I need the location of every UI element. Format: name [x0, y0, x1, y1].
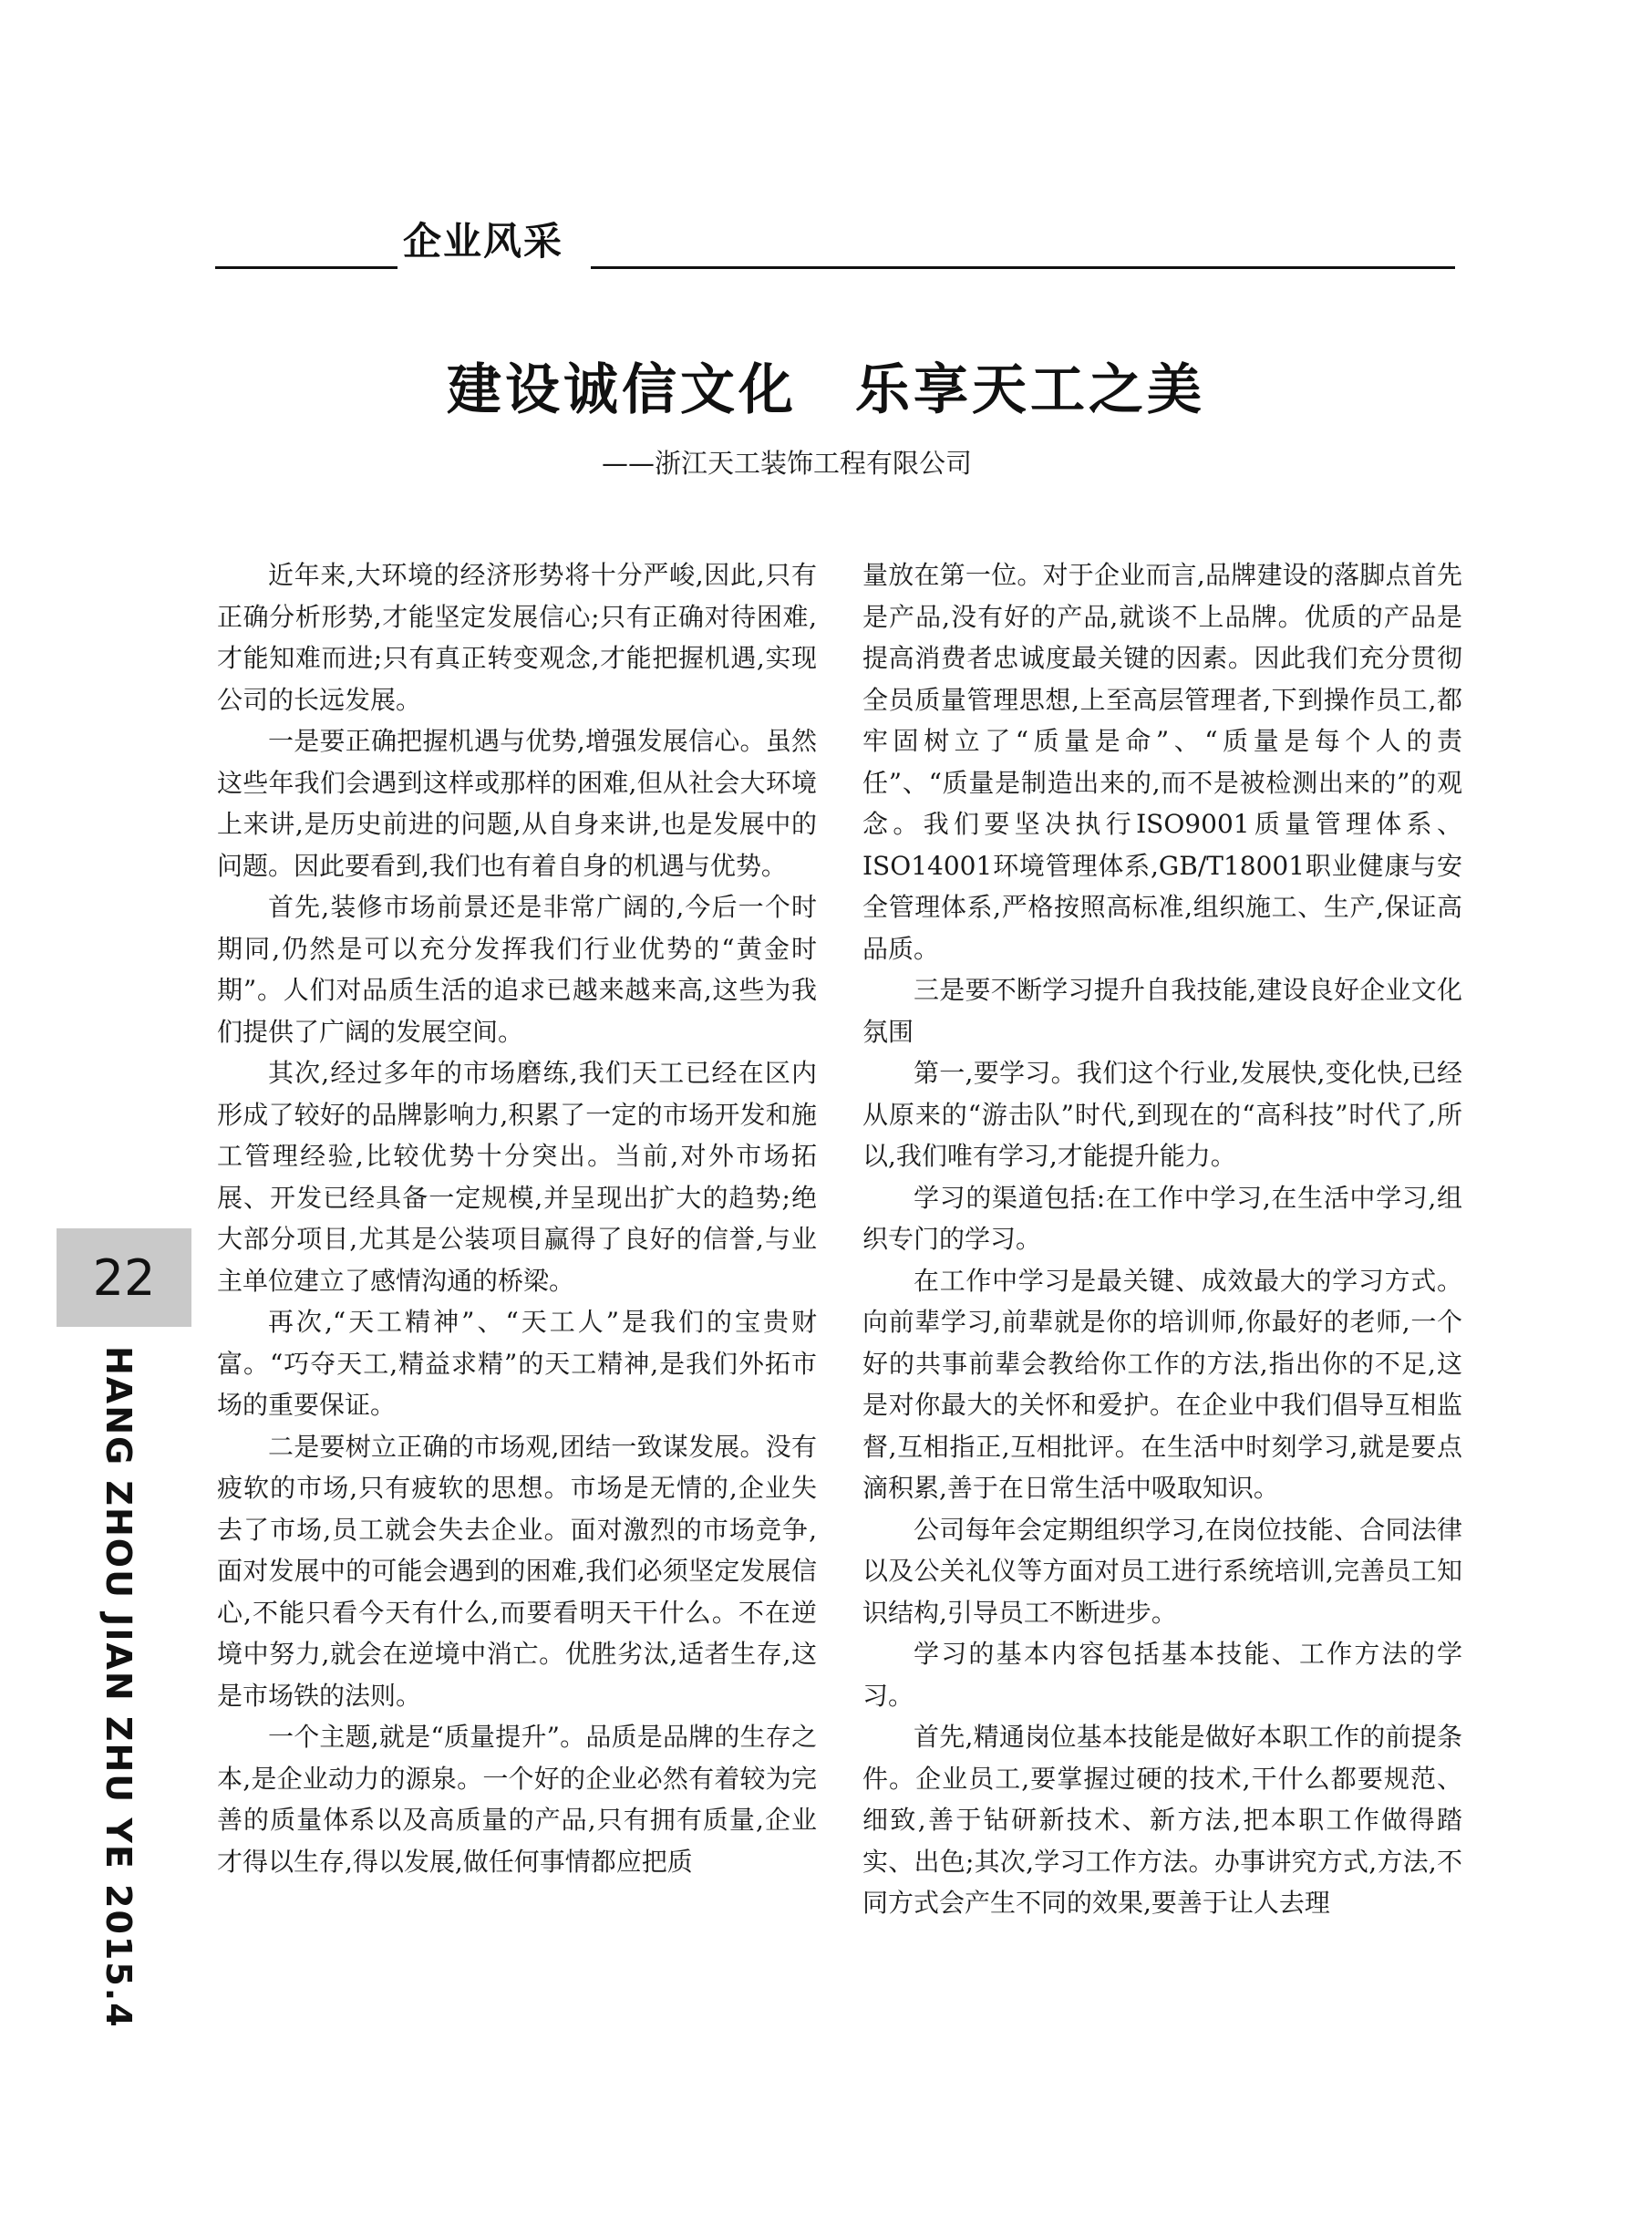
- left-column: [217, 554, 817, 1882]
- paragraph: 第一,要学习。我们这个行业,发展快,变化快,已经从原来的“游击队”时代,到现在的“高科技”时代了,所以,我们唯有学习,才能提升能力。: [862, 1058, 1462, 1171]
- page-number-tab: [57, 1228, 191, 1327]
- section-rule-right: [591, 266, 1455, 269]
- paragraph: 学习的基本内容包括基本技能、工作方法的学习。: [862, 1639, 1462, 1711]
- section-rule-left: [215, 266, 398, 269]
- paragraph-continuation: 量放在第一位。对于企业而言,品牌建设的落脚点首先是产品,没有好的产品,就谈不上品牌。优质的产品是提高消费者忠诚度最关键的因素。因此我们充分贯彻全员质量管理思想,上至高层管理者,下到操作员工,都牢固树立了“质量是命”、“质量是每个人的责任”、“质量是制造出来的,而不是被检测出来的”的观念。我们要坚决执行ISO9001质量管理体系、ISO14001环境管理体系,GB/T18001职业健康与安全管理体系,严格按照高标准,组织施工、生产,保证高品质。: [862, 560, 1462, 964]
- paragraph: 学习的渠道包括:在工作中学习,在生活中学习,组织专门的学习。: [862, 1182, 1462, 1254]
- paragraph: 公司每年会定期组织学习,在岗位技能、合同法律以及公关礼仪等方面对员工进行系统培训,完善员工知识结构,引导员工不断进步。: [862, 1514, 1462, 1628]
- article-title: 建设诚信文化 乐享天工之美: [447, 358, 1205, 422]
- page-number: 22: [92, 1248, 156, 1307]
- article-subtitle: ——浙江天工装饰工程有限公司: [602, 448, 973, 479]
- paragraph: 一是要正确把握机遇与优势,增强发展信心。虽然这些年我们会遇到这样或那样的困难,但从社会大环境上来讲,是历史前进的问题,从自身来讲,也是发展中的问题。因此要看到,我们也有着自身的机遇与优势。: [217, 726, 817, 881]
- paragraph: 近年来,大环境的经济形势将十分严峻,因此,只有正确分析形势,才能坚定发展信心;只有正确对待困难,才能知难而进;只有真正转变观念,才能把握机遇,实现公司的长远发展。: [217, 560, 817, 715]
- journal-name-vertical: HANG ZHOU JIAN ZHU YE 2015.4: [98, 1346, 139, 2029]
- paragraph: 二是要树立正确的市场观,团结一致谋发展。没有疲软的市场,只有疲软的思想。市场是无情的,企业失去了市场,员工就会失去企业。面对激烈的市场竞争,面对发展中的可能会遇到的困难,我们必须坚定发展信心,不能只看今天有什么,而要看明天干什么。不在逆境中努力,就会在逆境中消亡。优胜劣汰,适者生存,这是市场铁的法则。: [217, 1431, 817, 1711]
- section-header: [215, 219, 1455, 274]
- paragraph: 其次,经过多年的市场磨练,我们天工已经在区内形成了较好的品牌影响力,积累了一定的市场开发和施工管理经验,比较优势十分突出。当前,对外市场拓展、开发已经具备一定规模,并呈现出扩大的趋势;绝大部分项目,尤其是公装项目赢得了良好的信誉,与业主单位建立了感情沟通的桥梁。: [217, 1058, 817, 1296]
- paragraph: 再次,“天工精神”、“天工人”是我们的宝贵财富。“巧夺天工,精益求精”的天工精神,是我们外拓市场的重要保证。: [217, 1307, 817, 1420]
- section-title: 企业风采: [403, 219, 564, 264]
- paragraph: 首先,精通岗位基本技能是做好本职工作的前提条件。企业员工,要掌握过硬的技术,干什么都要规范、细致,善于钻研新技术、新方法,把本职工作做得踏实、出色;其次,学习工作方法。办事讲究方式,方法,不同方式会产生不同的效果,要善于让人去理: [862, 1722, 1462, 1918]
- paragraph: 一个主题,就是“质量提升”。品质是品牌的生存之本,是企业动力的源泉。一个好的企业必然有着较为完善的质量体系以及高质量的产品,只有拥有质量,企业才得以生存,得以发展,做任何事情都应把质: [217, 1722, 817, 1877]
- paragraph: 三是要不断学习提升自我技能,建设良好企业文化氛围: [862, 975, 1462, 1047]
- paragraph: 首先,装修市场前景还是非常广阔的,今后一个时期同,仍然是可以充分发挥我们行业优势的“黄金时期”。人们对品质生活的追求已越来越来高,这些为我们提供了广阔的发展空间。: [217, 892, 817, 1047]
- right-column: [862, 554, 1462, 1924]
- paragraph: 在工作中学习是最关键、成效最大的学习方式。向前辈学习,前辈就是你的培训师,你最好的老师,一个好的共事前辈会教给你工作的方法,指出你的不足,这是对你最大的关怀和爱护。在企业中我们倡导互相监督,互相指正,互相批评。在生活中时刻学习,就是要点滴积累,善于在日常生活中吸取知识。: [862, 1265, 1462, 1503]
